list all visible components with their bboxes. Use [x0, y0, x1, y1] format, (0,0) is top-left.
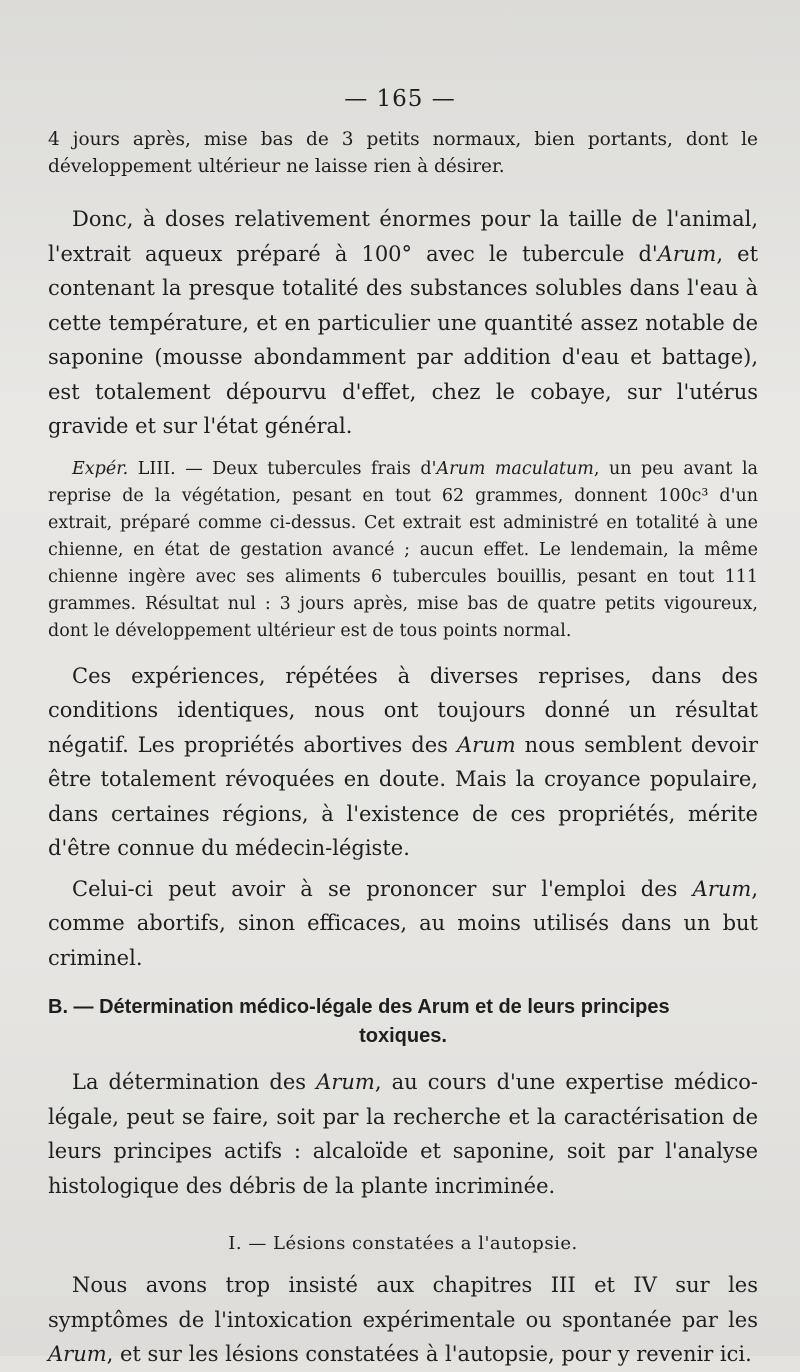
page-body: [48, 126, 758, 1372]
text-run: Donc, à doses relativement énormes pour la taille de l'animal, l'extrait aqueux préparé à 100° avec le tubercule d': [48, 207, 758, 266]
page-number: — 165 —: [344, 86, 456, 112]
paragraph-determination: [48, 1065, 758, 1203]
text-run: LIII. — Deux tubercules frais d': [128, 458, 437, 479]
section-heading-line: toxiques.: [359, 1025, 447, 1047]
text-run: Nous avons trop insisté aux chapitres III et IV sur les symptômes de l'intoxication expérimentale ou spontanée par les: [48, 1273, 758, 1332]
paragraph-donc: [48, 202, 758, 444]
text-run: La détermination des: [72, 1070, 317, 1094]
italic-arum: Arum: [48, 1342, 107, 1366]
italic-arum: Arum: [456, 732, 516, 757]
italic-label: Expér.: [72, 458, 129, 479]
italic-arum: Arum: [316, 1070, 375, 1094]
text-run: Celui-ci peut avoir à se prononcer sur l'emploi des: [72, 876, 693, 901]
paragraph-intro: 4 jours après, mise bas de 3 petits normaux, bien portants, dont le développement ultérieur ne laisse rien à désirer.: [48, 129, 758, 177]
paragraph-experience: [48, 456, 758, 645]
text-run: nous semblent devoir être totalement révoquées en doute. Mais la croyance populaire, dans certaines régions, à l'existence de ces propriétés, mérite d'être connue du médecin-légiste.: [48, 732, 758, 860]
text-run: , au cours d'une expertise médico-légale, peut se faire, soit par la recherche et la caractérisation de leurs principes actifs : alcaloïde et saponine, soit par l'analyse histologique des débris de la plante incriminée.: [48, 1070, 758, 1198]
italic-arum: Arum: [692, 876, 752, 901]
section-heading-b: [48, 993, 758, 1051]
text-run: , un peu avant la reprise de la végétation, pesant en tout 62 grammes, donnent 100c³ d'un extrait, préparé comme ci-dessus. Cet extrait est administré en totalité à une chienne, en état de gestation avancé ; aucun effet. Le lendemain, la même chienne ingère avec ses aliments 6 tubercules bouillis, pesant en tout 111 grammes. Résultat nul : 3 jours après, mise bas de quatre petits vigoureux, dont le développement ultérieur est de tous points normal.: [48, 458, 758, 641]
section-heading-line: B. — Détermination médico-légale des Arum et de leurs principes: [48, 996, 670, 1018]
text-run: Ces expériences, répétées à diverses reprises, dans des conditions identiques, nous ont toujours donné un résultat négatif. Les propriétés abortives des: [48, 663, 758, 757]
text-run: , et sur les lésions constatées à l'autopsie, pour y revenir ici.: [106, 1342, 752, 1366]
italic-arum: Arum maculatum: [436, 458, 594, 479]
section-heading-lesions: I. — Lésions constatées a l'autopsie.: [228, 1233, 578, 1254]
text-run: , et contenant la presque totalité des substances solubles dans l'eau à cette température, et en particulier une quantité assez notable de saponine (mousse abondamment par addition d'eau et battage), est totalement dépourvu d'effet, chez le cobaye, sur l'utérus gravide et sur l'état général.: [48, 241, 759, 438]
text-run: , comme abortifs, sinon efficaces, au moins utilisés dans un but criminel.: [48, 876, 758, 970]
paragraph-experiences: [48, 659, 758, 866]
italic-arum: Arum: [657, 241, 717, 266]
paragraph-celui: [48, 872, 758, 976]
